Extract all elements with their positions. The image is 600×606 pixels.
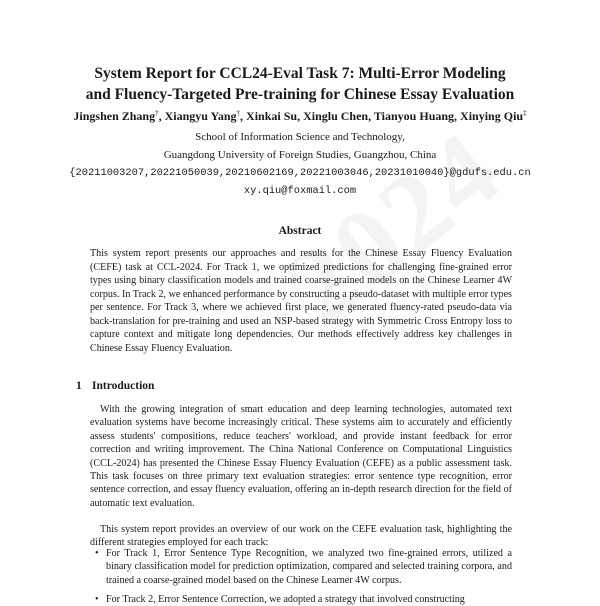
list-item-text: For Track 1, Error Sentence Type Recognition, we analyzed two fine-grained errors, utilized a binary classification model for prediction optimization, compared and selected training corpora, and trained a coarse-grained model based on the Chinese Learner 4W corpus. xyxy=(106,548,512,586)
email-contact: xy.qiu@foxmail.com xyxy=(243,185,357,197)
section-title: Introduction xyxy=(92,380,155,392)
paper-title-line-2: and Fluency-Targeted Pre-training for Chinese Essay Evaluation xyxy=(85,86,515,103)
author-name: Xinkai Su xyxy=(246,109,298,123)
affiliation-line-1: School of Information Science and Technology, xyxy=(195,131,405,143)
list-item xyxy=(92,547,512,587)
list-item-text: For Track 2, Error Sentence Correction, we adopted a strategy that involved constructing xyxy=(106,594,465,605)
section-heading-introduction xyxy=(76,380,154,392)
author-mark: ‡ xyxy=(523,109,527,117)
email-list: {20211003207,20221050039,20210602169,20221003046,20231010040}@gdufs.edu.cn xyxy=(69,167,531,179)
paper-title-line-1: System Report for CCL24-Eval Task 7: Multi-Error Modeling xyxy=(94,65,506,82)
intro-paragraph-2: This system report provides an overview of our work on the CEFE evaluation task, highlighting the different strategies employed for each track: xyxy=(90,524,512,549)
author-name: Xinying Qiu xyxy=(460,109,524,123)
author-list: Jingshen Zhang†, Xiangyu Yang†, Xinkai Su, Xinglu Chen, Tianyou Huang, Xinying Qiu‡ xyxy=(73,109,527,123)
author-mark: † xyxy=(155,109,159,117)
author-name: Tianyou Huang xyxy=(373,109,455,123)
intro-paragraph-1: With the growing integration of smart education and deep learning technologies, automated text evaluation systems have become increasingly critical. These systems aim to accurately and efficiently assess students' compositions, reduce teachers' workload, and provide instant feedback for error correction and writing improvement. The China National Conference on Computational Linguistics (CCL-2024) has presented the Chinese Essay Fluency Evaluation (CEFE) as a public assessment task. This task focuses on three primary text evaluation strategies: error sentence type recognition, error sentence correction, and essay fluency evaluation, offering an in-depth research direction for the field of automatic text evaluation. xyxy=(90,404,512,509)
author-mark: † xyxy=(236,109,241,117)
author-name: Xiangyu Yang xyxy=(164,109,237,123)
bullet-icon: • xyxy=(95,548,99,559)
author-name: Jingshen Zhang xyxy=(73,109,156,123)
author-name: Xinglu Chen xyxy=(303,109,369,123)
abstract-heading: Abstract xyxy=(278,225,322,237)
bullet-icon: • xyxy=(95,594,99,605)
section-number: 1 xyxy=(76,380,82,392)
affiliation-line-2: Guangdong University of Foreign Studies, Guangzhou, China xyxy=(163,149,437,161)
abstract-body: This system report presents our approaches and results for the Chinese Essay Fluency Evaluation (CEFE) task at CCL-2024. For Track 1, we optimized predictions for challenging fine-grained error types using binary classification models and trained coarse-grained models on the Chinese Learner 4W corpus. In Track 2, we enhanced performance by constructing a pseudo-dataset with multiple error types per sentence. For Track 3, where we achieved first place, we generated fluency-rated pseudo-data via back-translation for pre-training and used an NSP-based strategy with Symmetric Cross Entropy loss to capture context and mitigate long dependencies. Our methods effectively address key challenges in Chinese Essay Fluency Evaluation. xyxy=(90,248,512,354)
